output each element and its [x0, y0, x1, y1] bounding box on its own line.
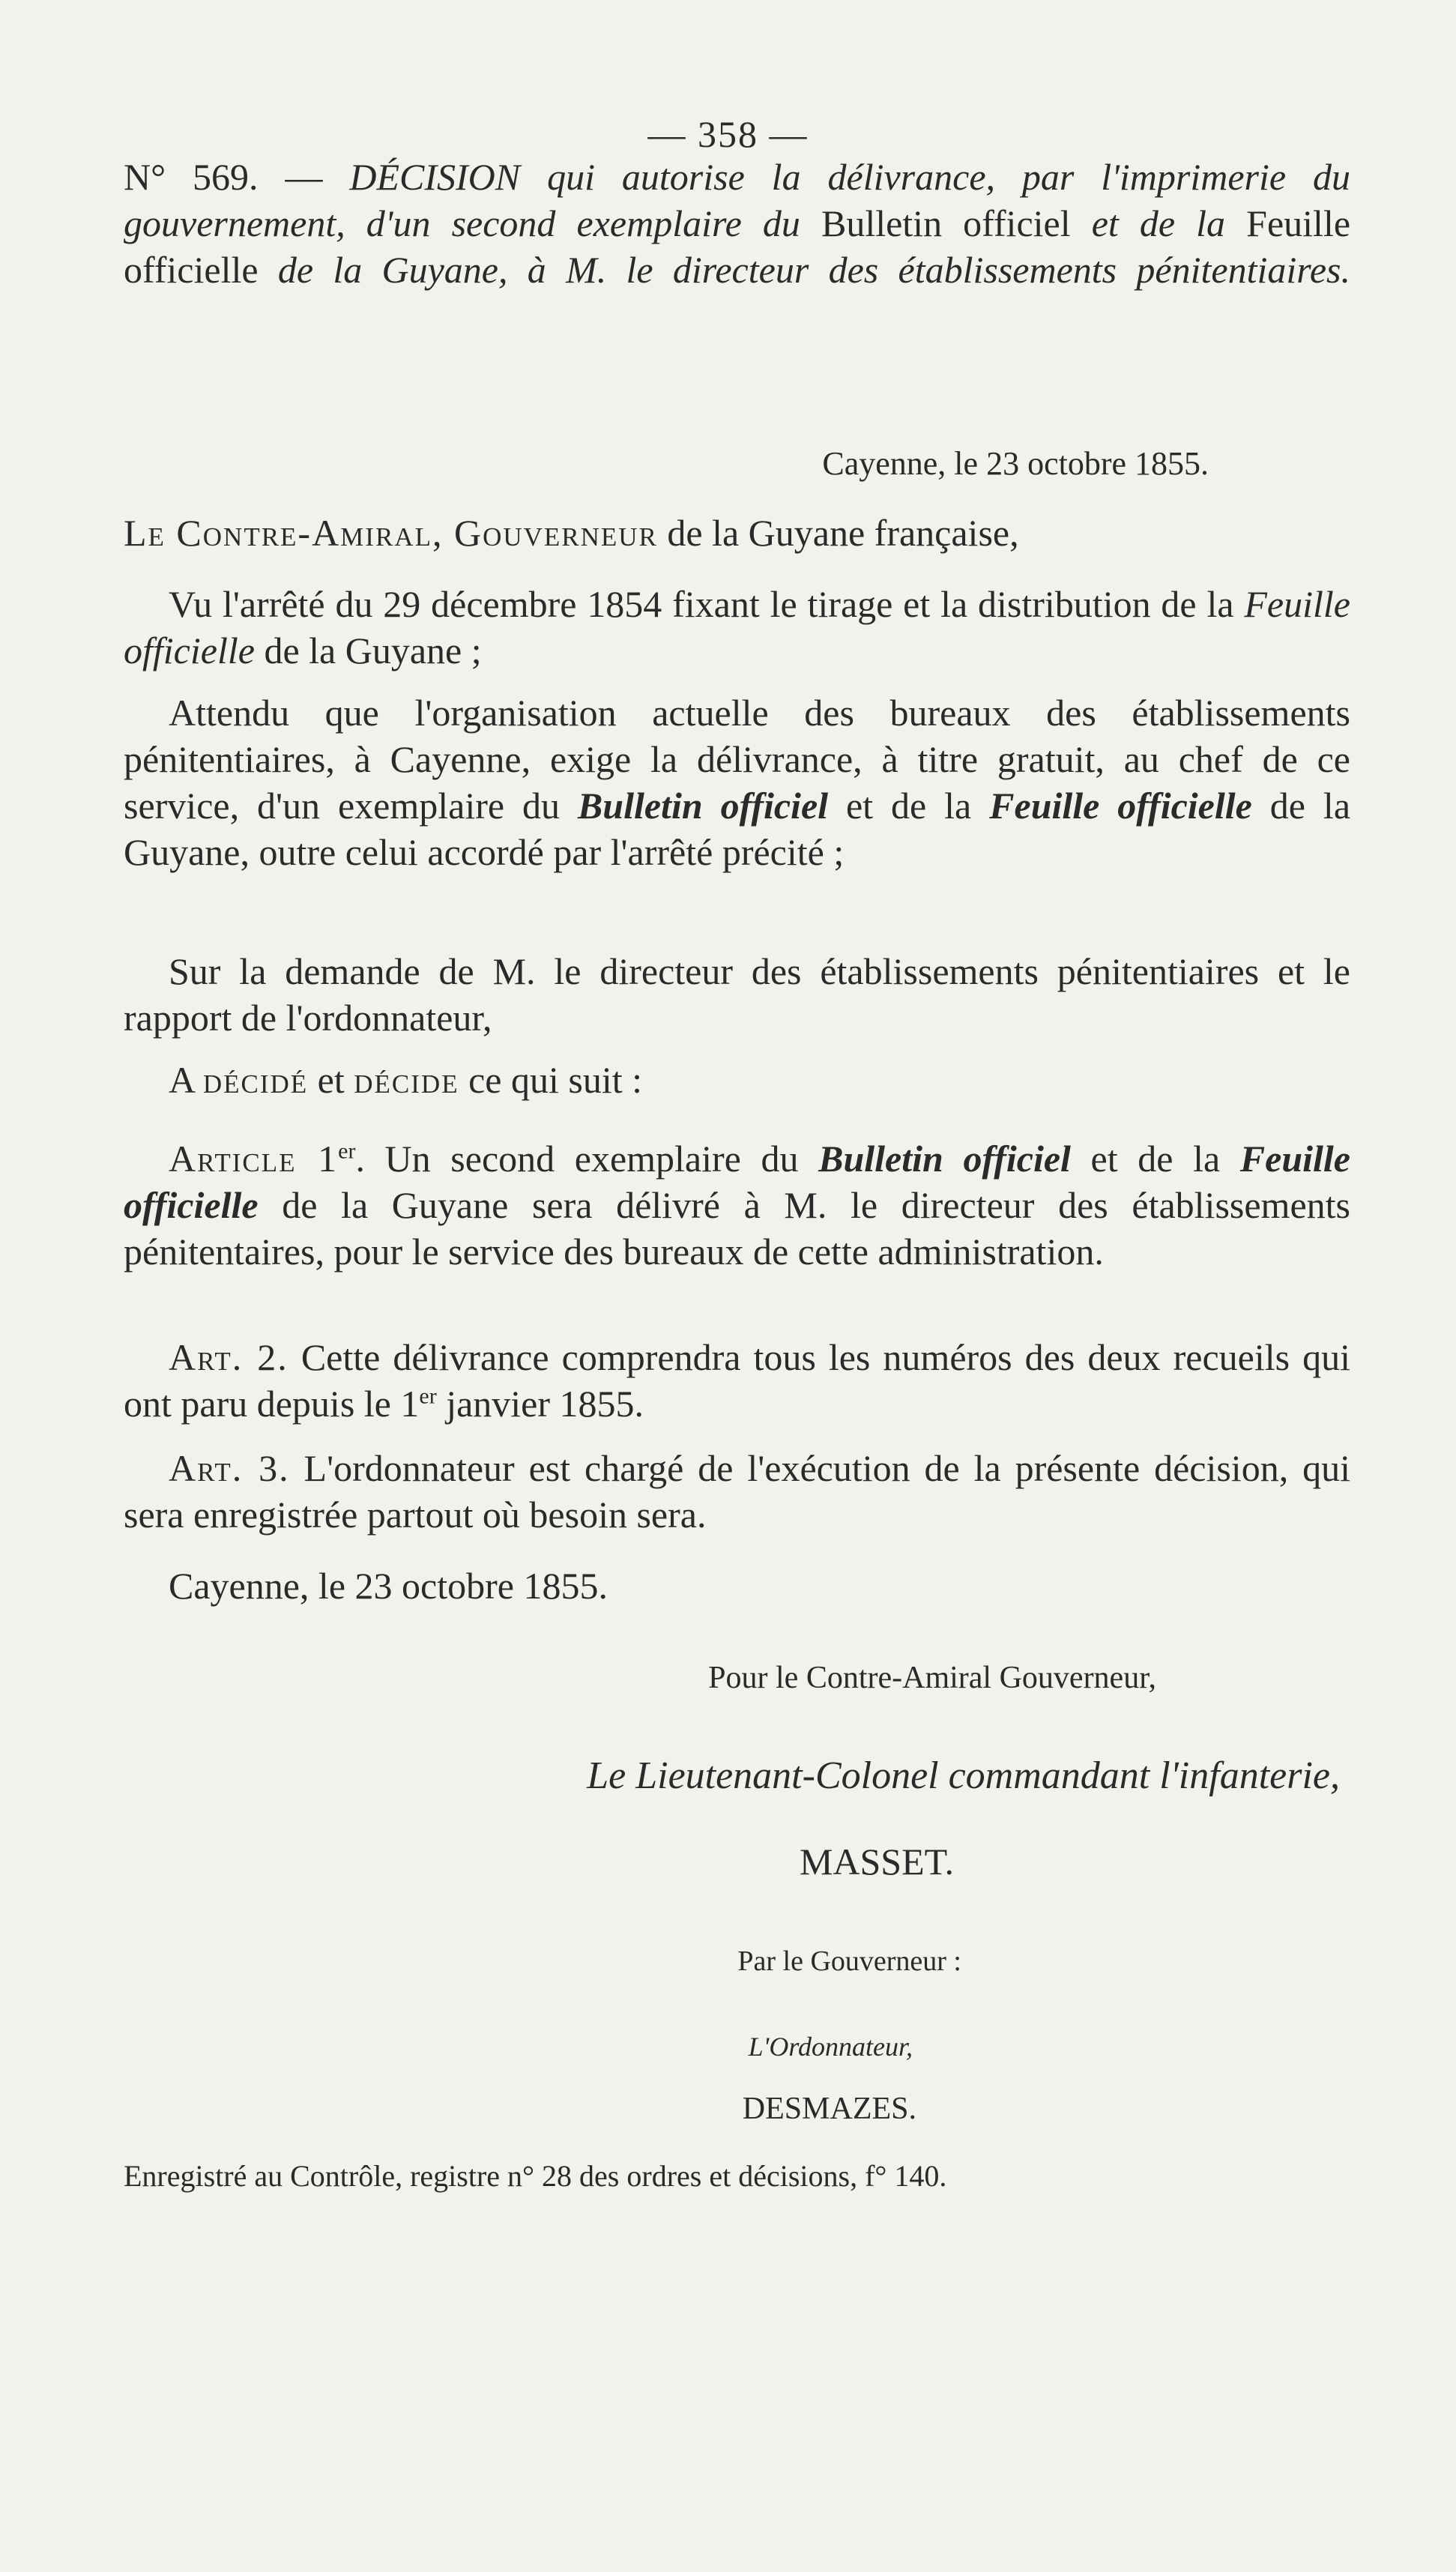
ordonnateur-name: DESMAZES.	[742, 2092, 916, 2126]
signature-name: MASSET.	[799, 1841, 954, 1883]
registration-footer: Enregistré au Contrôle, registre n° 28 des ordres et décisions, f° 140.	[124, 2159, 947, 2193]
signature-title: Le Lieutenant-Colonel commandant l'infanterie,	[587, 1754, 1340, 1797]
ordonnateur-title: L'Ordonnateur,	[748, 2032, 913, 2062]
signature-pour: Pour le Contre-Amiral Gouverneur,	[708, 1661, 1156, 1695]
place-date: Cayenne, le 23 octobre 1855.	[822, 445, 1209, 482]
preamble: Le Contre-Amiral, Gouverneur de la Guyane française,	[124, 512, 1019, 554]
sur-paragraph: Sur la demande de M. le directeur des établissements pénitentiaires et le rapport de l'ordonnateur,	[124, 950, 1350, 1039]
decision-kind: DÉCISION	[349, 156, 521, 198]
decision-title: N° 569. — DÉCISION qui autorise la délivrance, par l'imprimerie du gouvernement, d'un second exemplaire du Bulletin officiel et de la Feuille officielle de la Guyane, à M. le directeur des établissements pénitentiaires.	[124, 156, 1351, 291]
closing-date: Cayenne, le 23 octobre 1855.	[169, 1565, 608, 1607]
page-number: — 358 —	[647, 113, 809, 155]
decide-line: A décidé et décide ce qui suit :	[169, 1059, 642, 1101]
article-3: Art. 3. L'ordonnateur est chargé de l'exécution de la présente décision, qui sera enregistrée partout où besoin sera.	[124, 1447, 1350, 1536]
par-le-gouverneur: Par le Gouverneur :	[737, 1945, 961, 1977]
vu-paragraph: Vu l'arrêté du 29 décembre 1854 fixant le tirage et la distribution de la Feuille officielle de la Guyane ;	[124, 583, 1350, 671]
article-2: Art. 2. Cette délivrance comprendra tous les numéros des deux recueils qui ont paru depuis le 1er janvier 1855.	[124, 1336, 1351, 1425]
decision-number: N° 569.	[124, 156, 259, 198]
attendu-paragraph: Attendu que l'organisation actuelle des bureaux des établissements pénitentiaires, à Cayenne, exige la délivrance, à titre gratuit, au chef de ce service, d'un exemplaire du Bulletin officiel et de la Feuille officielle de la Guyane, outre celui accordé par l'arrêté précité ;	[124, 692, 1351, 873]
article-1: Article 1er. Un second exemplaire du Bulletin officiel et de la Feuille officielle de la Guyane sera délivré à M. le directeur des établissements pénitentaires, pour le service des bureaux de cette administration.	[124, 1138, 1350, 1273]
